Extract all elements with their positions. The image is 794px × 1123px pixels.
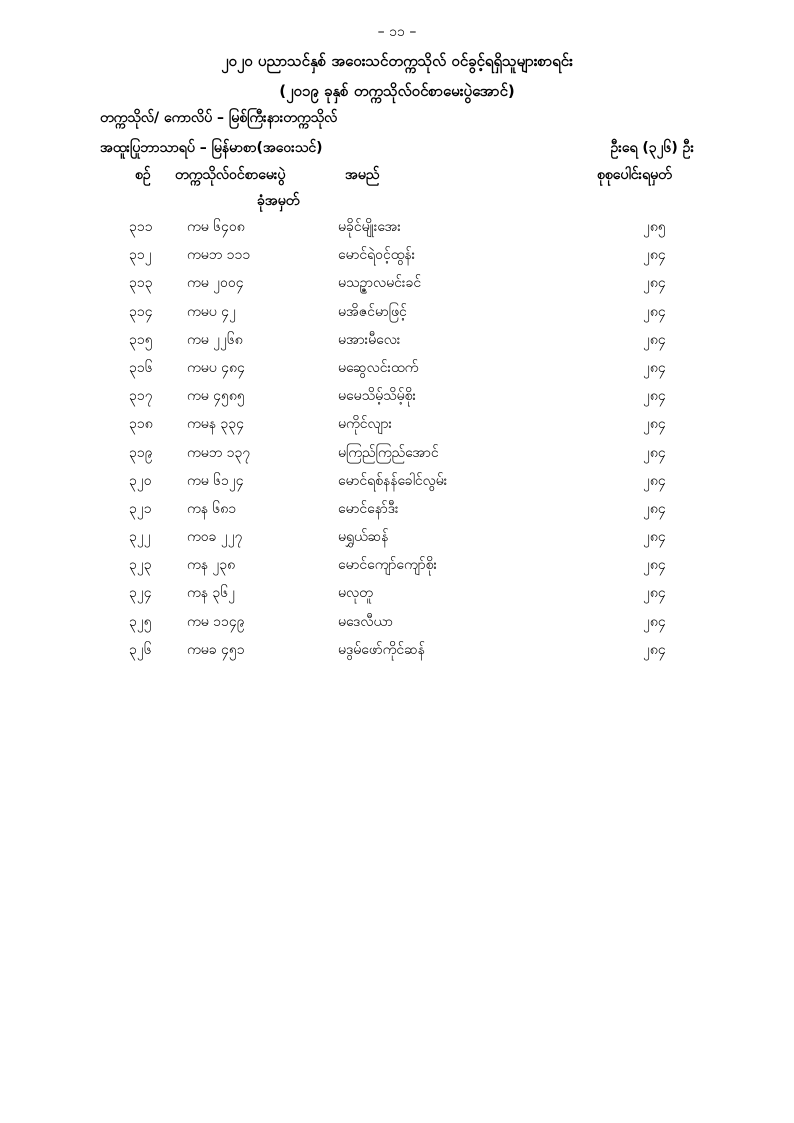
table-row xyxy=(0,468,794,496)
total-marks: ၂၈၄ xyxy=(643,557,666,574)
roll-number: ကန ၂၃၈ xyxy=(187,557,236,574)
table-row xyxy=(0,440,794,468)
row-number: ၃၁၁ xyxy=(129,219,153,235)
total-marks: ၂၈၄ xyxy=(643,359,666,376)
student-name: မောင်ရစ်နန်ခေါင်လွမ်း xyxy=(338,472,448,489)
student-name: မောင်နော်ဒီး xyxy=(338,500,399,517)
document-subtitle: (၂၀၁၉ ခုနှစ် တက္ကသိုလ်ဝင်စာမေးပွဲအောင်) xyxy=(279,82,515,100)
total-marks: ၂၈၄ xyxy=(643,641,666,658)
major-line: အထူးပြုဘာသာရပ် – မြန်မာစာ(အဝေးသင်) xyxy=(100,140,323,156)
column-header-name: အမည် xyxy=(345,167,380,183)
table-row xyxy=(0,299,794,327)
roll-number: ကမဘ ၁၃၇ xyxy=(187,444,251,461)
row-number: ၃၁၂ xyxy=(129,247,152,264)
table-row xyxy=(0,580,794,608)
student-name: မခိုင်မျိုးအေး xyxy=(338,219,401,235)
table-row xyxy=(0,552,794,580)
total-marks: ၂၈၄ xyxy=(643,613,666,630)
total-marks: ၂၈၄ xyxy=(643,444,666,461)
roll-number: ကမ ၄၅၈၅ xyxy=(187,388,245,405)
table-row xyxy=(0,609,794,637)
roll-number: ကမ ၆၄၀၈ xyxy=(187,219,245,235)
table-row xyxy=(0,270,794,298)
student-list xyxy=(0,214,794,665)
row-number: ၃၁၈ xyxy=(129,416,153,433)
row-number: ၃၁၆ xyxy=(129,359,153,376)
table-row xyxy=(0,214,794,242)
student-name: မောင်ကျော်ကျော်စိုး xyxy=(338,557,438,574)
row-number: ၃၂၅ xyxy=(129,613,152,630)
total-marks: ၂၈၄ xyxy=(643,331,666,348)
roll-number: ကမ ၁၁၄၉ xyxy=(187,613,245,630)
total-marks: ၂၈၅ xyxy=(643,219,666,235)
total-marks: ၂၈၄ xyxy=(643,275,666,292)
roll-number: ကမပ ၄၈၄ xyxy=(187,359,245,376)
table-row xyxy=(0,524,794,552)
column-header-roll-line-1: တက္ကသိုလ်ဝင်စာမေးပွဲ xyxy=(175,167,286,183)
table-row xyxy=(0,383,794,411)
total-marks: ၂၈၄ xyxy=(643,500,666,517)
roll-number: ကမန ၃၃၄ xyxy=(187,416,245,433)
roll-number: ကမပ ၄၂ xyxy=(187,303,236,320)
student-name: မအားမီလေး xyxy=(338,331,401,348)
table-row xyxy=(0,355,794,383)
column-header-roll-line-2: ခုံအမှတ် xyxy=(257,193,300,209)
student-name: မဒွမ်ဖော်ကိုင်ဆန် xyxy=(338,641,425,658)
roll-number: ကန ၃၆၂ xyxy=(187,585,236,602)
roll-number: ကမ ၂၀၀၄ xyxy=(187,275,244,292)
total-marks: ၂၈၄ xyxy=(643,303,666,320)
row-number: ၃၂၄ xyxy=(129,585,152,602)
roll-number: ကမ ၆၁၂၄ xyxy=(187,472,244,489)
student-name: မောင်ရဲဝင့်ထွန်း xyxy=(338,247,416,264)
student-name: မမေသိမ့်သိမ့်စိုး xyxy=(338,388,417,405)
row-number: ၃၂၃ xyxy=(129,557,152,574)
row-number: ၃၁၉ xyxy=(129,444,153,461)
roll-number: ကဝခ ၂၂၇ xyxy=(187,529,243,546)
roll-number: ကမခ ၄၅၁ xyxy=(187,641,245,658)
roll-number: ကမ ၂၂၆၈ xyxy=(187,331,243,348)
student-name: မလုတူ xyxy=(338,585,373,602)
student-name: မသဉ္ဇာလမင်းခင် xyxy=(338,275,422,292)
student-name: မကြည်ကြည်အောင် xyxy=(338,444,439,461)
student-name: မရွှယ်ဆန် xyxy=(338,529,389,546)
table-row xyxy=(0,242,794,270)
total-marks: ၂၈၄ xyxy=(643,585,666,602)
page-number: – ၁၁ – xyxy=(377,24,417,40)
total-marks: ၂၈၄ xyxy=(643,529,666,546)
column-header-roll xyxy=(175,162,299,214)
student-name: မအိဇင်မာဖြင့် xyxy=(338,303,407,320)
total-count: ဦးရေ (၃၂၆) ဦး xyxy=(610,140,694,156)
row-number: ၃၁၄ xyxy=(129,303,153,320)
row-number: ၃၂၁ xyxy=(129,500,152,517)
document-title: ၂၀၂၀ ပညာသင်နှစ် အဝေးသင်တက္ကသိုလ် ဝင်ခွင့်ရရှိသူများစာရင်း xyxy=(221,52,573,70)
row-number: ၃၂၀ xyxy=(129,472,152,489)
roll-number: ကန ၆၈၁ xyxy=(187,500,237,517)
student-name: မကိုင်လျား xyxy=(338,416,393,433)
table-row xyxy=(0,637,794,665)
roll-number: ကမဘ ၁၁၁ xyxy=(187,247,251,264)
row-number: ၃၁၇ xyxy=(129,388,153,405)
table-row xyxy=(0,411,794,439)
row-number: ၃၂၆ xyxy=(129,641,152,658)
total-marks: ၂၈၄ xyxy=(643,388,666,405)
row-number: ၃၂၂ xyxy=(129,529,151,546)
row-number: ၃၁၅ xyxy=(129,331,153,348)
column-header-no: စဉ် xyxy=(135,167,151,183)
total-marks: ၂၈၄ xyxy=(643,416,666,433)
student-name: မဒေလီယာ xyxy=(338,613,393,630)
total-marks: ၂၈၄ xyxy=(643,472,666,489)
row-number: ၃၁၃ xyxy=(129,275,153,292)
table-row xyxy=(0,327,794,355)
university-line: တက္ကသိုလ်/ ကောလိပ် – မြစ်ကြီးနားတက္ကသိုလ် xyxy=(100,110,338,126)
total-marks: ၂၈၄ xyxy=(643,247,666,264)
student-name: မဆွေလင်းထက် xyxy=(338,359,419,376)
column-header-marks: စုစုပေါင်းရမှတ် xyxy=(597,167,672,183)
table-row xyxy=(0,496,794,524)
